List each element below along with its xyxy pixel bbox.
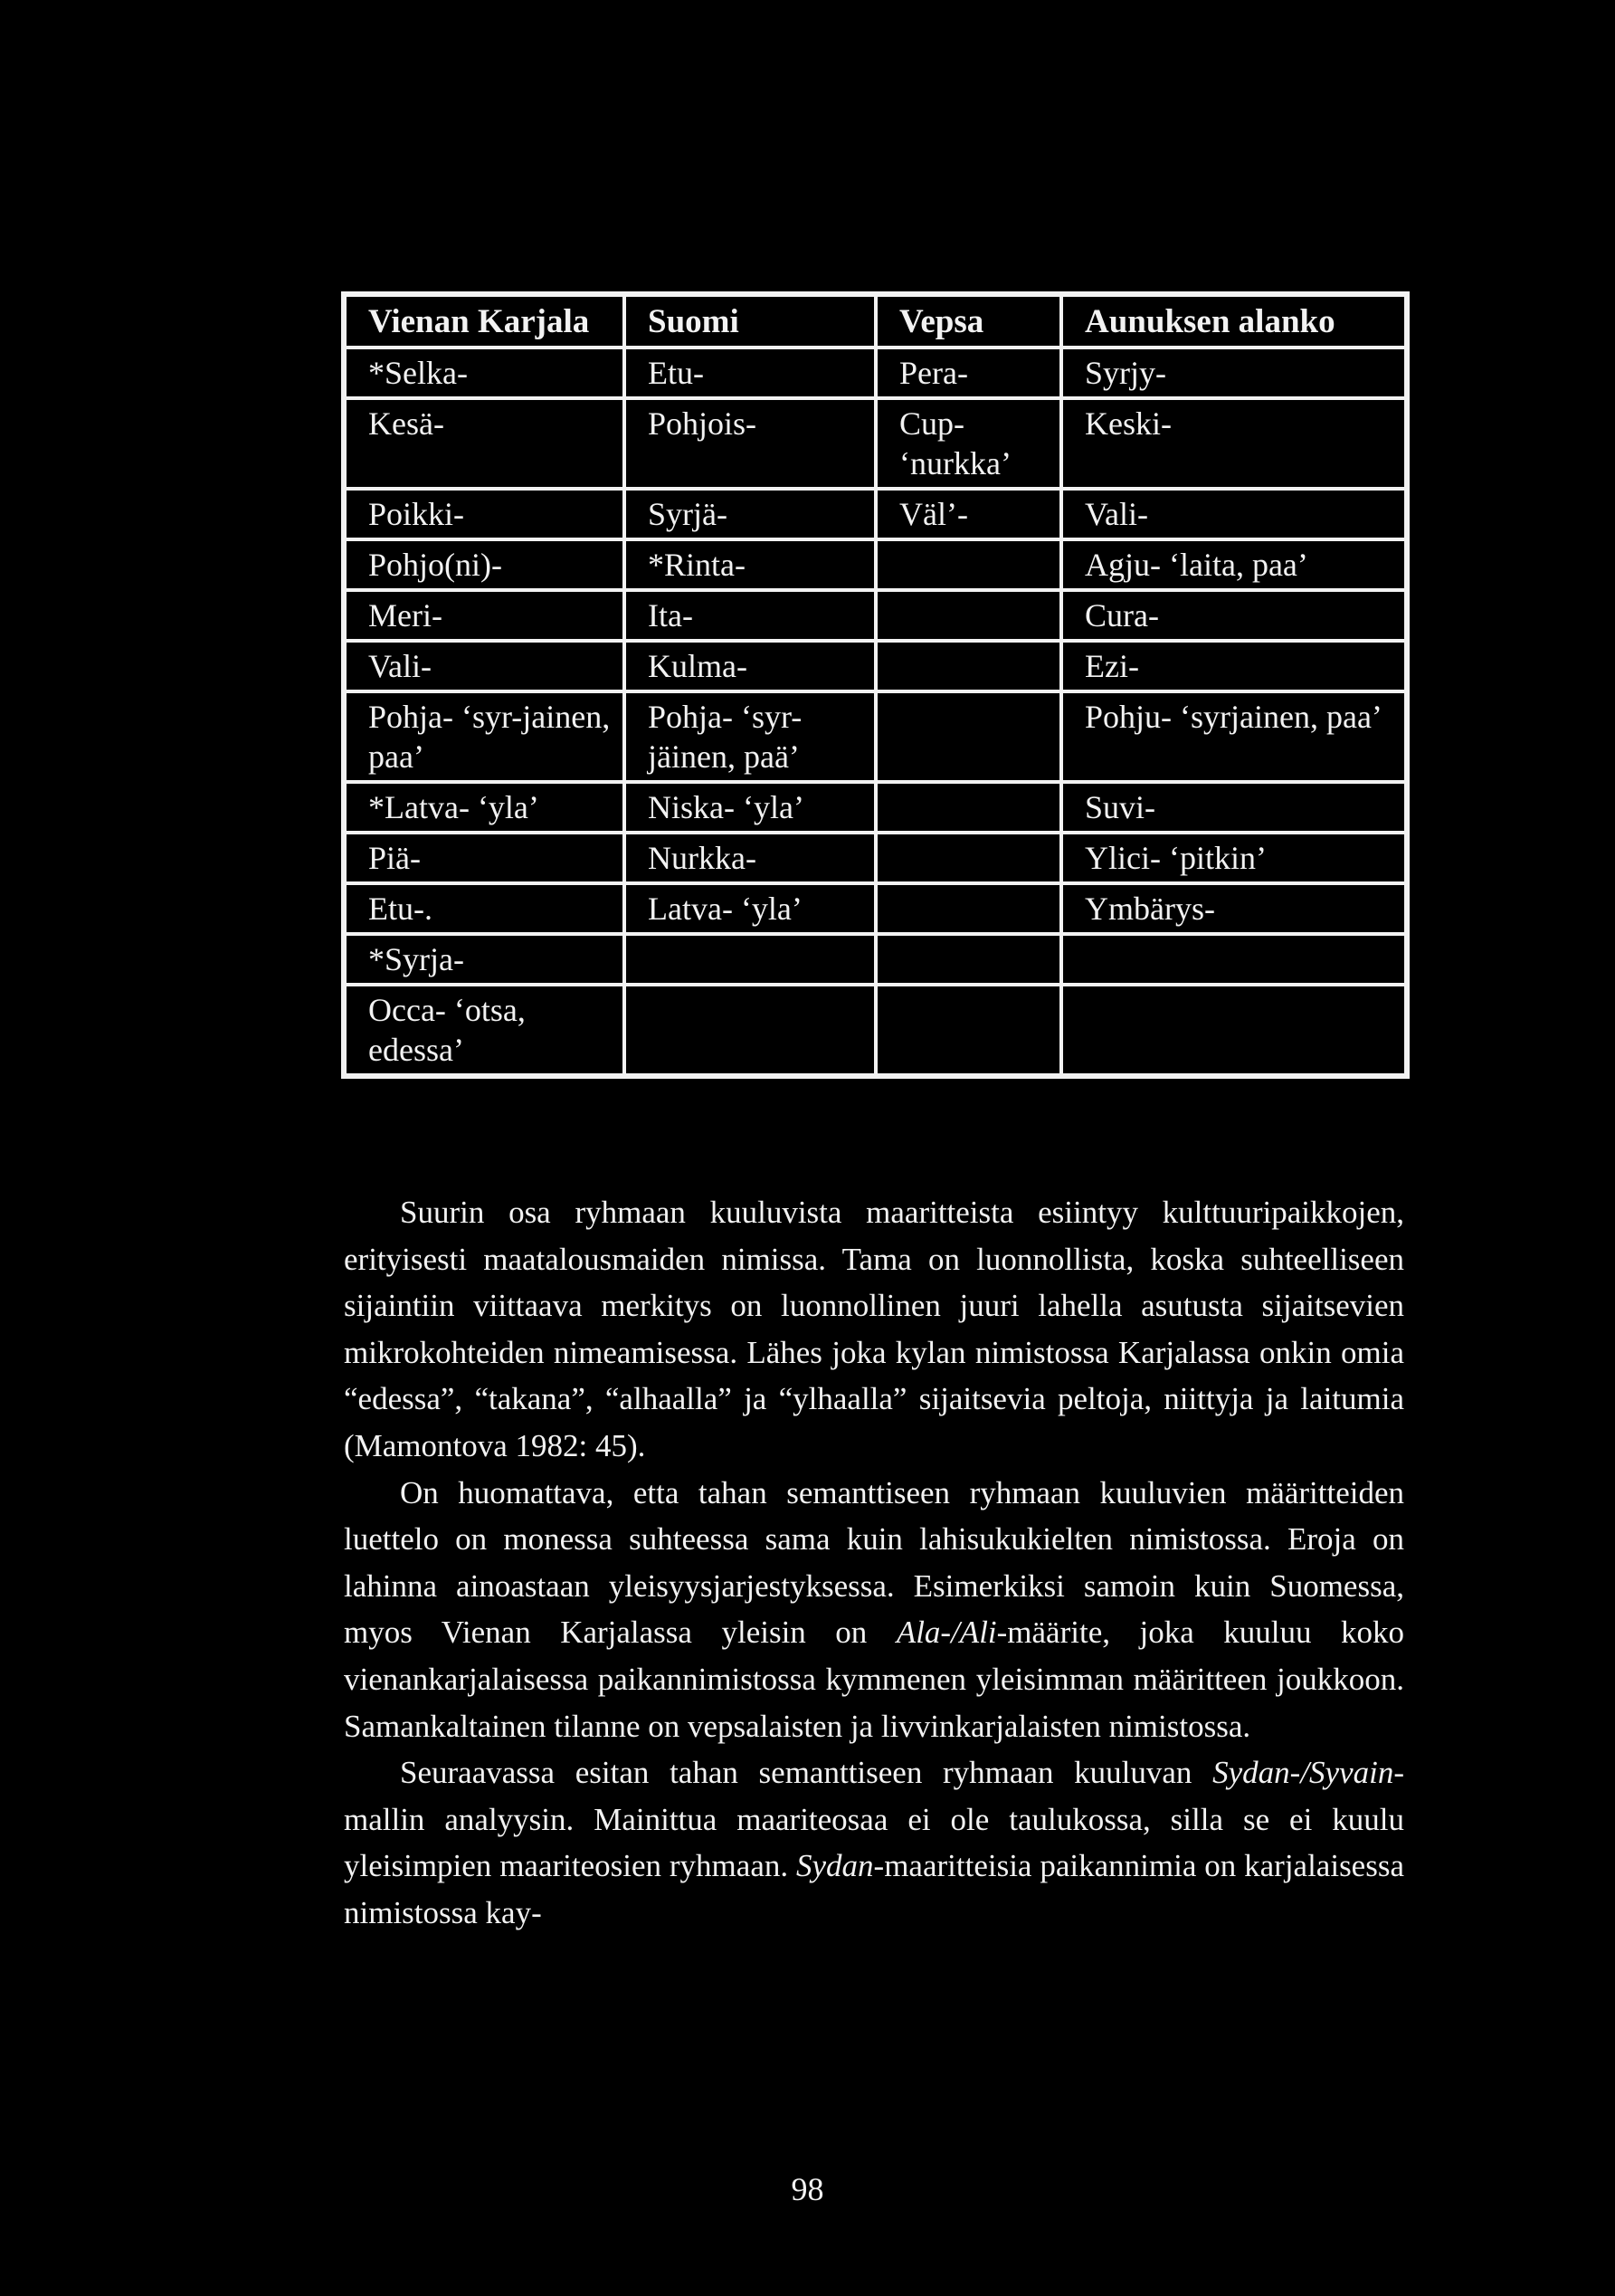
table-row <box>344 539 1407 590</box>
table-cell: Pohjo(ni)- <box>344 539 624 590</box>
table-cell: Ymbärys- <box>1061 883 1407 934</box>
page-number: 98 <box>791 2171 824 2207</box>
table-cell: Pera- <box>876 348 1061 398</box>
table-cell <box>876 691 1061 782</box>
table-cell: Niska- ‘yla’ <box>624 782 876 833</box>
table-cell: Occa- ‘otsa, edessa’ <box>344 985 624 1076</box>
table-cell: Pohjois- <box>624 398 876 489</box>
table-cell: Kesä- <box>344 398 624 489</box>
paragraph-3-part-c: -maaritteisia paikannimia on karjalaisessa nimistossa kay- <box>344 1848 1404 1930</box>
table-cell: Syrjä- <box>624 489 876 539</box>
table-cell <box>876 590 1061 641</box>
table-cell <box>624 985 876 1076</box>
table-cell: Cup- ‘nurkka’ <box>876 398 1061 489</box>
table-cell <box>1061 934 1407 985</box>
table-row <box>344 782 1407 833</box>
table-cell: Piä- <box>344 833 624 883</box>
table-cell <box>624 934 876 985</box>
table-row <box>344 489 1407 539</box>
table-cell: Cura- <box>1061 590 1407 641</box>
table-cell <box>1061 985 1407 1076</box>
header-aunuksen-alanko: Aunuksen alanko <box>1061 294 1407 348</box>
table-cell: Väl’- <box>876 489 1061 539</box>
header-vienan-karjala: Vienan Karjala <box>344 294 624 348</box>
table-cell <box>876 934 1061 985</box>
paragraph-2 <box>344 1470 1404 1750</box>
table-cell <box>876 985 1061 1076</box>
paragraph-1: Suurin osa ryhmaan kuuluvista maaritteista esiintyy kulttuuripaikkojen, erityisesti maatalousmaiden nimissa. Tama on luonnollista, koska suhteelliseen sijaintiin viittaava merkitys on luonnollinen juuri lahella asutusta sijaitsevien mikrokohteiden nimeamisessa. Lähes joka kylan nimistossa Karjalassa onkin omia “edessa”, “takana”, “alhaalla” ja “ylhaalla” sijaitsevia peltoja, niittyja ja laitumia (Mamontova 1982: 45). <box>344 1195 1404 1463</box>
names-table <box>341 291 1410 1079</box>
table-cell: Etu- <box>624 348 876 398</box>
table-cell: Meri- <box>344 590 624 641</box>
paragraph-3 <box>344 1749 1404 1936</box>
table-cell <box>876 539 1061 590</box>
table-cell: Agju- ‘laita, paa’ <box>1061 539 1407 590</box>
table-cell: Vali- <box>344 641 624 691</box>
table-cell: Pohju- ‘syrjainen, paa’ <box>1061 691 1407 782</box>
table-cell: Pohja- ‘syr-jäinen, paä’ <box>624 691 876 782</box>
table-cell: Etu-. <box>344 883 624 934</box>
paragraph-3-italic-term-2: Sydan <box>796 1848 874 1884</box>
table-cell <box>876 641 1061 691</box>
table-cell <box>876 883 1061 934</box>
table-cell: *Selka- <box>344 348 624 398</box>
table-cell: Pohja- ‘syr-jainen, paa’ <box>344 691 624 782</box>
table-cell: Nurkka- <box>624 833 876 883</box>
table-cell: *Latva- ‘yla’ <box>344 782 624 833</box>
paragraph-3-part-a: Seuraavassa esitan tahan semanttiseen ryhmaan kuuluvan <box>400 1755 1213 1791</box>
table-row <box>344 883 1407 934</box>
paragraph-3-italic-term-1: Sydan-/Syvain <box>1212 1755 1394 1791</box>
table-cell: Syrjy- <box>1061 348 1407 398</box>
paragraph-2-italic-term: Ala-/Ali <box>896 1615 997 1651</box>
table-row <box>344 641 1407 691</box>
body-text <box>344 1189 1404 1937</box>
table-row <box>344 348 1407 398</box>
table-row <box>344 985 1407 1076</box>
table-row <box>344 590 1407 641</box>
table-cell: Kulma- <box>624 641 876 691</box>
table-row <box>344 691 1407 782</box>
table-cell <box>876 782 1061 833</box>
table-row <box>344 398 1407 489</box>
table-cell <box>876 833 1061 883</box>
table-row <box>344 833 1407 883</box>
table-cell: Poikki- <box>344 489 624 539</box>
header-suomi: Suomi <box>624 294 876 348</box>
table-cell: *Rinta- <box>624 539 876 590</box>
table-cell: Ylici- ‘pitkin’ <box>1061 833 1407 883</box>
table-header-row <box>344 294 1407 348</box>
table-row <box>344 934 1407 985</box>
paragraph-2-part-a: On huomattava, etta tahan semanttiseen ryhmaan kuuluvien määritteiden luettelo on monessa suhteessa sama kuin lahisukukielten nimistossa. Eroja on lahinna ainoastaan yleisyysjarjestyksessa. Esimerkiksi samoin kuin Suomessa, myos Vienan Karjalassa yleisin on <box>344 1474 1404 1651</box>
table-cell: Latva- ‘yla’ <box>624 883 876 934</box>
table-cell: Keski- <box>1061 398 1407 489</box>
table-cell: Ita- <box>624 590 876 641</box>
header-vepsa: Vepsa <box>876 294 1061 348</box>
paragraph-3-part-b: -mallin analyysin. Mainittua maariteosaa ei ole taulukossa, silla se ei kuulu yleisimpien maariteosien ryhmaan. <box>344 1755 1404 1884</box>
table-cell: Ezi- <box>1061 641 1407 691</box>
paragraph-2-part-b: -määrite, joka kuuluu koko vienankarjalaisessa paikannimistossa kymmenen yleisimman määritteen joukkoon. Samankaltainen tilanne on vepsalaisten ja livvinkarjalaisten nimistossa. <box>344 1615 1404 1744</box>
table-cell: *Syrja- <box>344 934 624 985</box>
table-cell: Vali- <box>1061 489 1407 539</box>
table-cell: Suvi- <box>1061 782 1407 833</box>
